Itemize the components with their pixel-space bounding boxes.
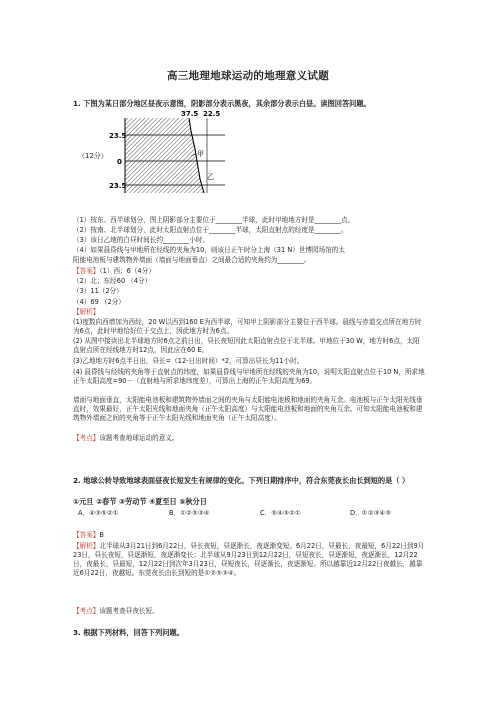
page-title: 高三地理地球运动的地理意义试题	[167, 70, 329, 82]
q1-keypoint-tag: 【考点】	[73, 434, 100, 442]
q1-sub1: （1）按东、西半球划分，图上阴影部分主要位于________半球，此时甲地地方时是________点。	[73, 216, 355, 224]
q2-keypoint: 该题考查昼夜长短。	[99, 607, 159, 615]
lat-label-2: 0	[117, 158, 122, 166]
q2-option-a: A．④③⑤②①	[78, 509, 119, 517]
q2-stem: 2. 地球公转导致地球表面昼夜长短发生有规律的变化。下列日期排序中，符合东莞夜长由长到短的是（ ）	[73, 476, 410, 485]
q1-explain-tag: 【解析】	[73, 308, 100, 316]
point-yi-label: 乙	[207, 173, 214, 181]
q1-keypoint: 该题考查地球运动的意义。	[99, 434, 179, 442]
day-night-figure	[73, 109, 243, 206]
lat-label-1: 23.5	[109, 132, 127, 140]
q1-explain-5: 墙面与地面垂直，太阳能电池板和建筑物外墙面之间的夹角与太阳能电池板和地面的夹角互余。电池板与正午太阳光线垂直时，效果最好，正午太阳光线和地面夹角（正午太阳高度）与太阳能电池板和地面的夹角互余。可知太阳能电池板和建筑物外墙面之间的夹角等于正午太阳光线和地面夹角（正午太阳高度）。	[73, 396, 423, 422]
q2-option-d: D．①②③④⑤	[350, 509, 392, 517]
point-jia-label: 甲	[197, 150, 204, 158]
q1-answer-1: （1）西；6（4分）	[99, 267, 155, 275]
q1-answer-2: （2）北；东经60 （4分）	[73, 277, 152, 285]
lat-label-3: 23.5	[109, 182, 127, 190]
q1-stem: 1. 下图为某日部分地区昼夜示意图，阴影部分表示黑夜，其余部分表示白昼。读图回答问题。	[73, 99, 371, 108]
q1-explain-3: (3)乙地地方时6点半日出，昼长=（12-日出时间）*2，可算出昼长为11小时。	[73, 357, 304, 365]
q1-sub2: （2）按南、北半球划分，此时太阳直射点位于________半球，太阳直射点的经度是________。	[73, 226, 348, 234]
q1-answer-3: （3）11（2分）	[73, 287, 123, 295]
q1-answer-tag: 【答案】	[73, 267, 100, 275]
q1-explain-1: (1)度数向西增加为西经，20 W以西到160 E为西半球，可知甲上阴影部分主要位于西半球。晨线与赤道交点所在地方时为6点，此时甲地恰好位于交点上，因此地方时为6点。	[73, 318, 422, 335]
q2-keypoint-tag: 【考点】	[73, 607, 100, 615]
q1-explain-2: (2) 从图中接读出北半球地方时6点之前日出，昼长夜短因此太阳直射点位于北半球。甲地位于30 W，地方时6点，太阳直射点所在经线地方时12点，因此应在60 E。	[73, 337, 420, 354]
lon-label-1: 37.5	[181, 110, 199, 118]
q2-option-b: B．①②⑤③④	[169, 509, 210, 517]
q2-explain: 北半球从3月21日到6月22日，昼长夜短，昼逐渐长，夜逐渐变短。6月22日，昼最长，夜最短，6月22日到9月23日，昼长夜短，昼逐渐短，夜逐渐变长；北半球从9月23日到12月22日，昼短夜长，昼逐渐短，夜逐渐长，12月22日，夜最长，昼最短，12月22日到次年3月23日，昼短夜长，昼逐渐长，夜逐渐短。所以越靠近12月22日夜越长，越靠近6月22日，夜越短。东莞夜长由长到短的是①②⑤③④。	[73, 542, 425, 577]
q2-explain-tag: 【解析】	[73, 542, 100, 550]
q1-sub3: （3）该日乙地的白昼时间长约________小时。	[73, 236, 210, 244]
lon-label-2: 22.5	[203, 110, 221, 118]
q1-sub4a: （4）如果晨昏线与甲地所在经线的夹角为10，则该日正午时分上海（31 N）世博园场馆的太	[73, 246, 345, 254]
q1-answer-4: （4）69 （2分）	[73, 298, 125, 306]
q1-sub4b: 阳能电池板与建筑物外墙面（墙面与地面垂直）之间最合适的夹角约为________。	[73, 256, 311, 264]
q1-score: （12分）	[78, 152, 108, 160]
q2-answer: B	[99, 531, 104, 539]
q3-stem: 3. 根据下列材料，回答下列问题。	[73, 628, 184, 637]
q2-answer-tag: 【答案】	[73, 531, 100, 539]
q1-explain-4: (4) 晨昏线与经线的夹角等于直射点的纬度，如果晨昏线与甲地所在经线的夹角为10，说明太阳直射点位于10 N，所求地正午太阳高度=90－（直射地与所求地纬度差），可算出上海的正午太阳高度为69。	[73, 368, 425, 385]
q2-option-c: C．⑤④③②①	[260, 509, 301, 517]
q2-items: ①元旦 ②春节 ③劳动节 ④夏至日 ⑤秋分日	[73, 497, 207, 506]
